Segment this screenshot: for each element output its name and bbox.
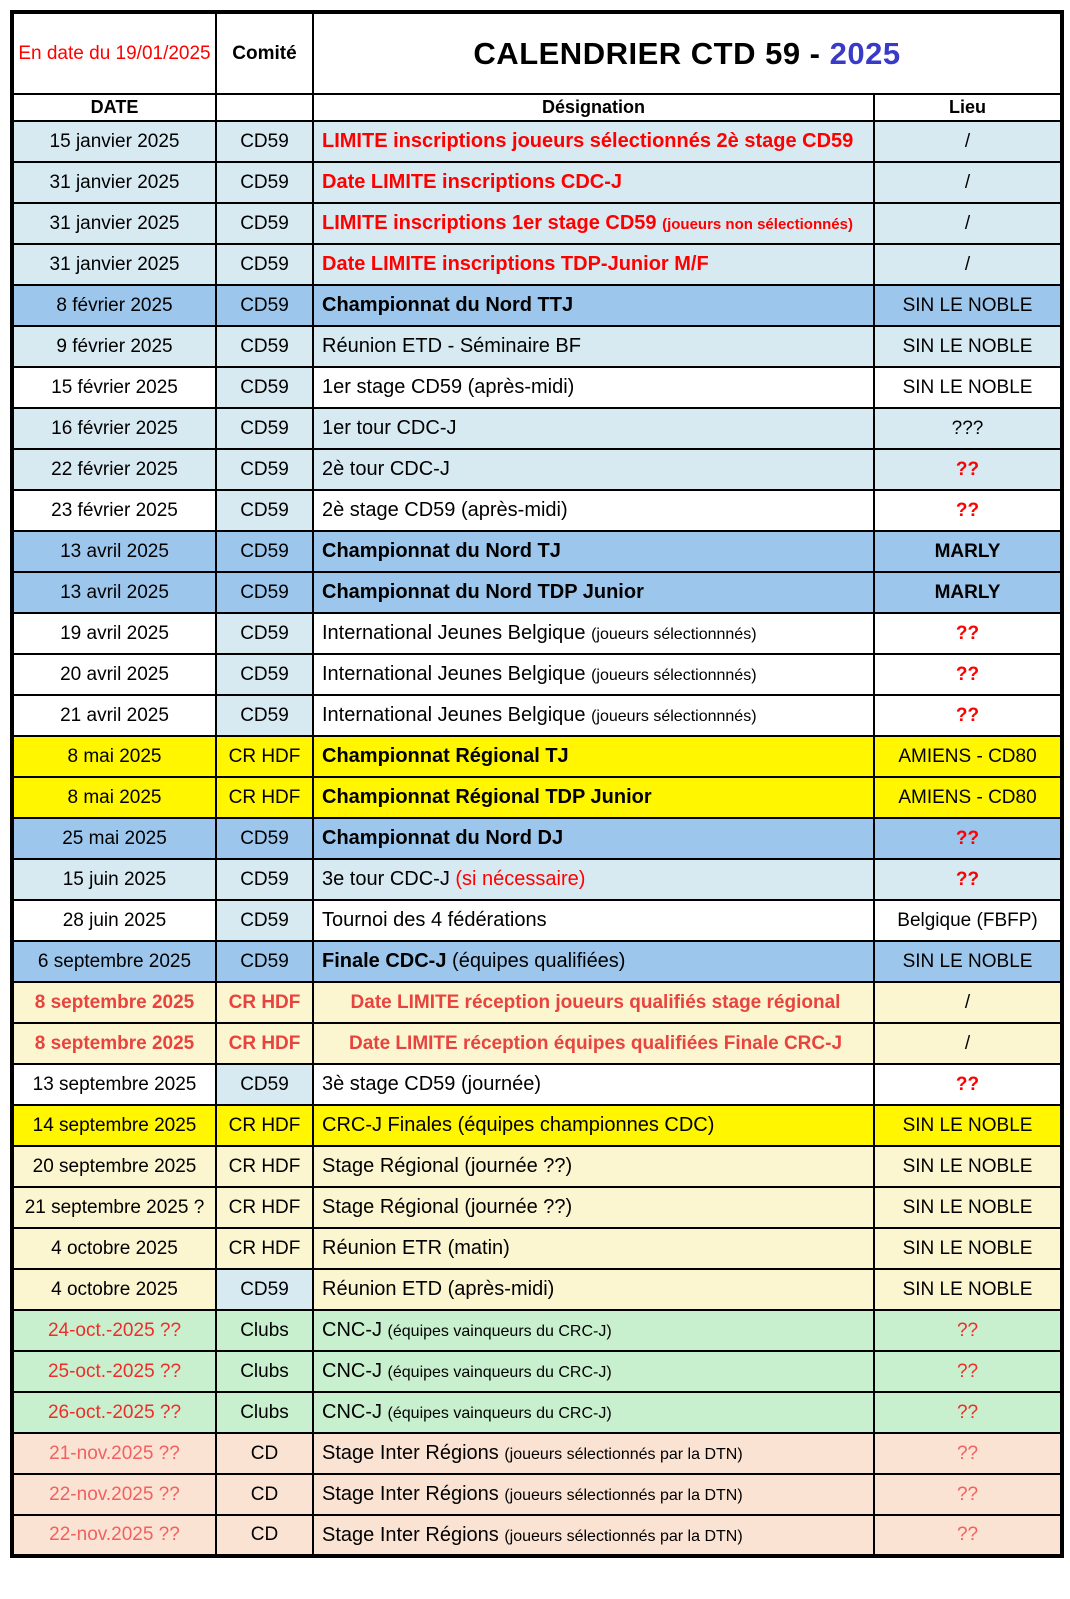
lieu-cell: / xyxy=(874,121,1062,162)
table-row xyxy=(12,326,1062,367)
date-cell: 22 février 2025 xyxy=(12,449,216,490)
designation-text: 2è tour CDC-J xyxy=(322,458,450,480)
lieu-cell: MARLY xyxy=(874,531,1062,572)
lieu-cell: ?? xyxy=(874,449,1062,490)
designation-cell xyxy=(313,941,874,982)
designation-text: (joueurs sélectionnnés) xyxy=(591,708,757,725)
designation-cell xyxy=(313,1310,874,1351)
designation-cell xyxy=(313,1146,874,1187)
designation-text: (équipes vainqueurs du CRC-J) xyxy=(387,1323,612,1340)
comite-cell: CD59 xyxy=(216,367,313,408)
column-header-lieu: Lieu xyxy=(874,94,1062,121)
lieu-cell: ?? xyxy=(874,1515,1062,1556)
date-cell: 4 octobre 2025 xyxy=(12,1269,216,1310)
designation-cell xyxy=(313,982,874,1023)
date-cell: 8 mai 2025 xyxy=(12,777,216,818)
comite-cell: CR HDF xyxy=(216,736,313,777)
designation-cell xyxy=(313,1228,874,1269)
lieu-cell: SIN LE NOBLE xyxy=(874,1269,1062,1310)
comite-cell: CR HDF xyxy=(216,777,313,818)
designation-cell xyxy=(313,408,874,449)
date-cell: 16 février 2025 xyxy=(12,408,216,449)
designation-cell xyxy=(313,736,874,777)
designation-text: Date LIMITE inscriptions CDC-J xyxy=(322,171,623,193)
comite-cell: CD59 xyxy=(216,572,313,613)
comite-cell: CR HDF xyxy=(216,982,313,1023)
comite-cell: CD59 xyxy=(216,490,313,531)
designation-text: Réunion ETD - Séminaire BF xyxy=(322,335,581,357)
column-header-designation: Désignation xyxy=(313,94,874,121)
date-cell: 26-oct.-2025 ?? xyxy=(12,1392,216,1433)
table-row xyxy=(12,1187,1062,1228)
lieu-cell: SIN LE NOBLE xyxy=(874,1187,1062,1228)
designation-cell xyxy=(313,695,874,736)
table-row xyxy=(12,531,1062,572)
designation-cell xyxy=(313,1269,874,1310)
date-cell: 21 septembre 2025 ? xyxy=(12,1187,216,1228)
calendar-table xyxy=(10,10,1064,1558)
table-row xyxy=(12,1269,1062,1310)
date-cell: 15 juin 2025 xyxy=(12,859,216,900)
comite-cell: CR HDF xyxy=(216,1105,313,1146)
designation-cell xyxy=(313,531,874,572)
lieu-cell: / xyxy=(874,203,1062,244)
table-row xyxy=(12,244,1062,285)
designation-text: Date LIMITE réception équipes qualifiées Finale CRC-J xyxy=(348,1032,843,1054)
designation-text: CNC-J xyxy=(322,1401,388,1423)
date-cell: 22-nov.2025 ?? xyxy=(12,1515,216,1556)
comite-cell: CD59 xyxy=(216,1269,313,1310)
designation-text: International Jeunes Belgique xyxy=(322,704,592,726)
table-row xyxy=(12,121,1062,162)
comite-cell: CD59 xyxy=(216,900,313,941)
lieu-cell: ?? xyxy=(874,654,1062,695)
column-header-date: DATE xyxy=(12,94,216,121)
table-row xyxy=(12,1474,1062,1515)
designation-cell xyxy=(313,244,874,285)
comite-cell: CD xyxy=(216,1474,313,1515)
lieu-cell: SIN LE NOBLE xyxy=(874,1146,1062,1187)
table-row xyxy=(12,1351,1062,1392)
designation-cell xyxy=(313,613,874,654)
designation-text: 3è stage CD59 (journée) xyxy=(322,1073,542,1095)
designation-cell xyxy=(313,285,874,326)
designation-cell xyxy=(313,1064,874,1105)
table-row xyxy=(12,736,1062,777)
lieu-cell: SIN LE NOBLE xyxy=(874,285,1062,326)
lieu-cell: / xyxy=(874,162,1062,203)
comite-cell: CD59 xyxy=(216,449,313,490)
designation-text: (équipes vainqueurs du CRC-J) xyxy=(387,1405,612,1422)
date-cell: 22-nov.2025 ?? xyxy=(12,1474,216,1515)
table-row xyxy=(12,285,1062,326)
table-row xyxy=(12,1392,1062,1433)
designation-text: (équipes vainqueurs du CRC-J) xyxy=(387,1364,612,1381)
designation-text: Réunion ETR (matin) xyxy=(322,1237,510,1259)
designation-text: Date LIMITE réception joueurs qualifiés stage régional xyxy=(350,991,841,1013)
table-row xyxy=(12,695,1062,736)
comite-cell: CD59 xyxy=(216,1064,313,1105)
date-cell: 6 septembre 2025 xyxy=(12,941,216,982)
comite-cell: CR HDF xyxy=(216,1146,313,1187)
date-cell: 31 janvier 2025 xyxy=(12,244,216,285)
column-header-row xyxy=(12,94,1062,121)
comite-cell: CD59 xyxy=(216,695,313,736)
table-row xyxy=(12,1105,1062,1146)
designation-cell xyxy=(313,1187,874,1228)
comite-cell: CD59 xyxy=(216,162,313,203)
designation-text: CNC-J xyxy=(322,1319,388,1341)
comite-cell: CD59 xyxy=(216,818,313,859)
table-row xyxy=(12,777,1062,818)
table-row xyxy=(12,654,1062,695)
lieu-cell: AMIENS - CD80 xyxy=(874,777,1062,818)
lieu-cell: SIN LE NOBLE xyxy=(874,367,1062,408)
date-cell: 15 février 2025 xyxy=(12,367,216,408)
designation-text: CNC-J xyxy=(322,1360,388,1382)
date-cell: 28 juin 2025 xyxy=(12,900,216,941)
lieu-cell: / xyxy=(874,244,1062,285)
designation-cell xyxy=(313,1351,874,1392)
designation-text: Championnat Régional TJ xyxy=(322,745,569,767)
date-cell: 25-oct.-2025 ?? xyxy=(12,1351,216,1392)
table-row xyxy=(12,490,1062,531)
designation-cell xyxy=(313,1105,874,1146)
comite-cell: Clubs xyxy=(216,1310,313,1351)
date-cell: 14 septembre 2025 xyxy=(12,1105,216,1146)
designation-cell xyxy=(313,490,874,531)
title-row xyxy=(12,12,1062,94)
comite-cell: CD59 xyxy=(216,121,313,162)
designation-text: Stage Régional (journée ??) xyxy=(322,1196,573,1218)
date-cell: 8 septembre 2025 xyxy=(12,982,216,1023)
table-row xyxy=(12,818,1062,859)
page-title xyxy=(313,12,1062,94)
designation-text: International Jeunes Belgique xyxy=(322,663,592,685)
comite-cell: Clubs xyxy=(216,1392,313,1433)
designation-cell xyxy=(313,900,874,941)
table-row xyxy=(12,1228,1062,1269)
date-cell: 24-oct.-2025 ?? xyxy=(12,1310,216,1351)
designation-text: Stage Inter Régions xyxy=(322,1442,505,1464)
designation-cell xyxy=(313,203,874,244)
lieu-cell: ?? xyxy=(874,490,1062,531)
comite-header: Comité xyxy=(216,12,313,94)
designation-text: Championnat du Nord TJ xyxy=(322,540,561,562)
table-row xyxy=(12,613,1062,654)
designation-cell xyxy=(313,121,874,162)
designation-cell xyxy=(313,449,874,490)
lieu-cell: MARLY xyxy=(874,572,1062,613)
designation-text: LIMITE inscriptions 1er stage CD59 xyxy=(322,212,663,234)
table-row xyxy=(12,162,1062,203)
date-cell: 8 mai 2025 xyxy=(12,736,216,777)
date-cell: 9 février 2025 xyxy=(12,326,216,367)
designation-cell xyxy=(313,367,874,408)
designation-cell xyxy=(313,162,874,203)
comite-cell: Clubs xyxy=(216,1351,313,1392)
table-row xyxy=(12,1515,1062,1556)
column-header-comite-empty xyxy=(216,94,313,121)
designation-text: Stage Inter Régions xyxy=(322,1483,505,1505)
table-row xyxy=(12,1146,1062,1187)
lieu-cell: Belgique (FBFP) xyxy=(874,900,1062,941)
comite-cell: CR HDF xyxy=(216,1228,313,1269)
designation-cell xyxy=(313,777,874,818)
table-row xyxy=(12,1433,1062,1474)
table-row xyxy=(12,1310,1062,1351)
designation-cell xyxy=(313,1433,874,1474)
designation-cell xyxy=(313,818,874,859)
comite-cell: CD59 xyxy=(216,326,313,367)
designation-cell xyxy=(313,326,874,367)
lieu-cell: ?? xyxy=(874,1351,1062,1392)
designation-text: 1er stage CD59 (après-midi) xyxy=(322,376,575,398)
lieu-cell: AMIENS - CD80 xyxy=(874,736,1062,777)
comite-cell: CD59 xyxy=(216,203,313,244)
designation-text: (joueurs sélectionnés par la DTN) xyxy=(504,1487,743,1504)
lieu-cell: / xyxy=(874,1023,1062,1064)
date-cell: 4 octobre 2025 xyxy=(12,1228,216,1269)
designation-text: Réunion ETD (après-midi) xyxy=(322,1278,555,1300)
designation-text: (joueurs sélectionnés par la DTN) xyxy=(504,1527,743,1545)
lieu-cell: ?? xyxy=(874,695,1062,736)
date-cell: 20 avril 2025 xyxy=(12,654,216,695)
lieu-cell: ?? xyxy=(874,1433,1062,1474)
date-cell: 21 avril 2025 xyxy=(12,695,216,736)
lieu-cell: ?? xyxy=(874,613,1062,654)
designation-text: Date LIMITE inscriptions TDP-Junior M/F xyxy=(322,253,709,275)
comite-cell: CD59 xyxy=(216,613,313,654)
table-row xyxy=(12,1064,1062,1105)
designation-cell xyxy=(313,1474,874,1515)
lieu-cell: ?? xyxy=(874,1310,1062,1351)
table-row xyxy=(12,408,1062,449)
comite-cell: CD59 xyxy=(216,408,313,449)
table-row xyxy=(12,982,1062,1023)
table-row xyxy=(12,859,1062,900)
designation-text: Finale CDC-J xyxy=(322,950,453,972)
table-row xyxy=(12,941,1062,982)
date-cell: 8 février 2025 xyxy=(12,285,216,326)
designation-text: Championnat du Nord DJ xyxy=(322,827,564,849)
date-cell: 31 janvier 2025 xyxy=(12,162,216,203)
date-cell: 13 avril 2025 xyxy=(12,572,216,613)
date-cell: 20 septembre 2025 xyxy=(12,1146,216,1187)
comite-cell: CR HDF xyxy=(216,1187,313,1228)
designation-text: International Jeunes Belgique xyxy=(322,622,592,644)
lieu-cell: ?? xyxy=(874,1064,1062,1105)
title-main: CALENDRIER CTD 59 - xyxy=(473,35,830,71)
designation-cell xyxy=(313,654,874,695)
lieu-cell: ?? xyxy=(874,1474,1062,1515)
lieu-cell: ?? xyxy=(874,1392,1062,1433)
designation-text: Stage Régional (journée ??) xyxy=(322,1155,573,1177)
designation-text: Tournoi des 4 fédérations xyxy=(322,909,547,931)
designation-text: (joueurs sélectionnés par la DTN) xyxy=(504,1446,743,1463)
table-body xyxy=(12,121,1062,1556)
date-cell: 23 février 2025 xyxy=(12,490,216,531)
designation-text: (joueurs sélectionnnés) xyxy=(591,626,757,643)
date-cell: 19 avril 2025 xyxy=(12,613,216,654)
comite-cell: CD xyxy=(216,1433,313,1474)
comite-cell: CD59 xyxy=(216,244,313,285)
lieu-cell: SIN LE NOBLE xyxy=(874,1105,1062,1146)
designation-cell xyxy=(313,1392,874,1433)
lieu-cell: ??? xyxy=(874,408,1062,449)
table-row xyxy=(12,900,1062,941)
table-row xyxy=(12,203,1062,244)
date-cell: 13 avril 2025 xyxy=(12,531,216,572)
designation-text: Stage Inter Régions xyxy=(322,1523,505,1546)
comite-cell: CD59 xyxy=(216,654,313,695)
designation-cell xyxy=(313,859,874,900)
table-row xyxy=(12,572,1062,613)
designation-text: Championnat du Nord TDP Junior xyxy=(322,581,644,603)
date-cell: 8 septembre 2025 xyxy=(12,1023,216,1064)
table-row xyxy=(12,449,1062,490)
designation-text: Championnat du Nord TTJ xyxy=(322,294,574,316)
date-cell: 31 janvier 2025 xyxy=(12,203,216,244)
designation-text: (joueurs non sélectionnés) xyxy=(662,216,853,233)
comite-cell: CD59 xyxy=(216,859,313,900)
date-cell: 13 septembre 2025 xyxy=(12,1064,216,1105)
date-note: En date du 19/01/2025 xyxy=(12,12,216,94)
designation-text: 3e tour CDC-J xyxy=(322,868,456,890)
designation-text: CRC-J Finales (équipes championnes CDC) xyxy=(322,1114,715,1136)
lieu-cell: SIN LE NOBLE xyxy=(874,326,1062,367)
lieu-cell: SIN LE NOBLE xyxy=(874,1228,1062,1269)
lieu-cell: / xyxy=(874,982,1062,1023)
designation-cell xyxy=(313,1515,874,1556)
date-cell: 25 mai 2025 xyxy=(12,818,216,859)
designation-cell xyxy=(313,572,874,613)
comite-cell: CD xyxy=(216,1515,313,1556)
designation-text: 1er tour CDC-J xyxy=(322,417,457,439)
lieu-cell: ?? xyxy=(874,818,1062,859)
comite-cell: CD59 xyxy=(216,285,313,326)
table-row xyxy=(12,1023,1062,1064)
designation-text: Championnat Régional TDP Junior xyxy=(322,786,652,808)
designation-text: (joueurs sélectionnnés) xyxy=(591,667,757,684)
lieu-cell: ?? xyxy=(874,859,1062,900)
title-year: 2025 xyxy=(829,35,901,71)
comite-cell: CR HDF xyxy=(216,1023,313,1064)
designation-text: 2è stage CD59 (après-midi) xyxy=(322,499,568,521)
date-cell: 15 janvier 2025 xyxy=(12,121,216,162)
comite-cell: CD59 xyxy=(216,941,313,982)
date-cell: 21-nov.2025 ?? xyxy=(12,1433,216,1474)
designation-text: (équipes qualifiées) xyxy=(452,950,626,972)
designation-text: (si nécessaire) xyxy=(455,868,586,890)
designation-cell xyxy=(313,1023,874,1064)
table-row xyxy=(12,367,1062,408)
designation-text: LIMITE inscriptions joueurs sélectionnés 2è stage CD59 xyxy=(322,130,854,152)
lieu-cell: SIN LE NOBLE xyxy=(874,941,1062,982)
comite-cell: CD59 xyxy=(216,531,313,572)
